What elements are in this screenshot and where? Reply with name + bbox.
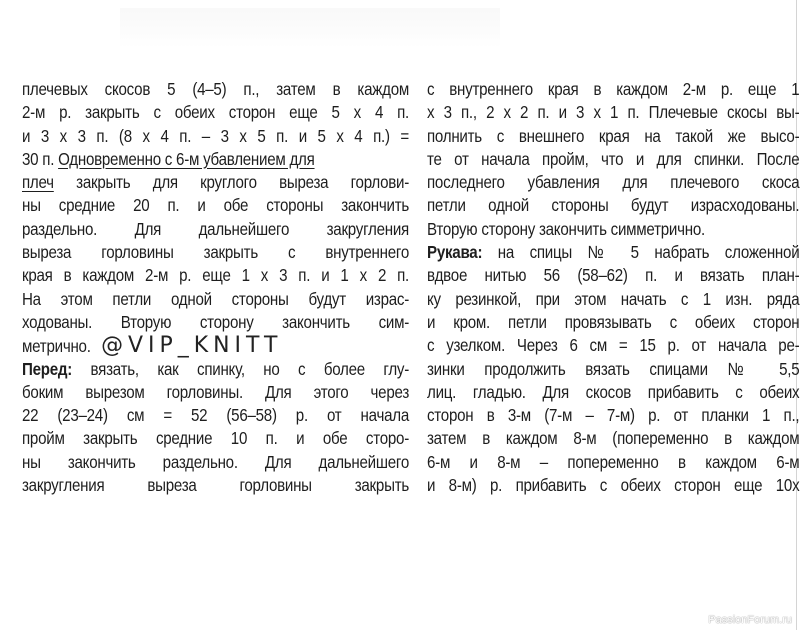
text-line: ходованы. Вторую сторону закончить сим- — [22, 311, 409, 332]
section-heading-sleeves: Рукава: — [427, 242, 483, 263]
instagram-watermark: @VIP_KNITT — [101, 333, 283, 359]
text-line: полнить с внешнего края на такой же высо- — [427, 125, 800, 146]
text-line: те от начала пройм, что и для спинки. После — [427, 148, 800, 169]
text-line — [22, 171, 409, 194]
text-line: петли одной стороны будут израсходованы. — [427, 195, 800, 216]
text-line: последнего убавления для плечевого скоса — [427, 172, 800, 193]
text-line: х 3 п., 2 х 2 п. и 3 х 1 п. Плечевые скосы вы- — [427, 102, 800, 123]
site-watermark: PassionForum.ru — [708, 614, 792, 626]
section-heading-front: Перед: — [22, 358, 73, 379]
text-line: зинки продолжить вязать спицами № 5,5 — [427, 358, 800, 379]
text-line: плечевых скосов 5 (4–5) п., затем в каждом — [22, 79, 409, 99]
text-line: раздельно. Для дальнейшего закругления — [22, 218, 409, 239]
underlined-text: Одновременно с 6-м убавлением для — [58, 148, 315, 169]
text-line: и кром. петли провязывать с обеих сторон — [427, 311, 800, 332]
text-line: пройм закрыть средние 10 п. и обе сторо- — [22, 428, 409, 449]
text-fragment: вязать, как спинку, но с более глу- — [90, 358, 410, 379]
text-line: выреза горловины закрыть с внутреннего — [22, 242, 409, 263]
underlined-text: плеч — [22, 172, 54, 193]
text-line: и 3 х 3 п. (8 х 4 п. – 3 х 5 п. и 5 х 4 п.) = — [22, 125, 409, 146]
text-line: 2-м р. закрыть с обеих сторон еще 5 х 4 п. — [22, 102, 409, 123]
text-fragment: 30 п. — [22, 148, 55, 169]
faded-previous-text — [120, 8, 500, 48]
text-fragment: закрыть для круглого выреза горлови- — [76, 172, 410, 193]
text-line: с внутреннего края в каждом 2-м р. еще 1 — [427, 79, 800, 99]
text-line: боким вырезом горловины. Для этого через — [22, 381, 409, 402]
text-line: На этом петли одной стороны будут израс- — [22, 288, 409, 309]
text-line: и 8-м) р. прибавить с обеих сторон еще 10х — [427, 475, 800, 496]
text-line: Вторую сторону закончить симметрично. — [427, 218, 705, 239]
text-line: затем в каждом 8-м (попеременно в каждом — [427, 428, 800, 449]
text-column-left — [22, 78, 409, 497]
text-line: закругления выреза горловины закрыть — [22, 475, 409, 496]
text-line — [22, 334, 409, 357]
text-line: края в каждом 2-м р. еще 1 х 3 п. и 1 х 2 п. — [22, 265, 409, 286]
text-line: лиц. гладью. Для скосов прибавить с обеих — [427, 381, 800, 402]
text-fragment: на спицы № 5 набрать сложенной — [497, 242, 800, 263]
text-line: ны средние 20 п. и обе стороны закончить — [22, 195, 409, 216]
text-line — [427, 241, 799, 264]
text-column-right — [427, 78, 799, 497]
text-line: ны закончить раздельно. Для дальнейшего — [22, 451, 409, 472]
text-line: ку резинкой, при этом начать с 1 изн. ряда — [427, 288, 800, 309]
text-line: с узелком. Через 6 см = 15 р. от начала ре- — [427, 335, 800, 356]
text-fragment: метрично. — [22, 336, 91, 357]
text-line — [22, 358, 409, 381]
text-line: сторон в 3-м (7-м – 7-м) р. от планки 1 п., — [427, 405, 800, 426]
text-line: 6-м и 8-м – попеременно в каждом 6-м — [427, 451, 800, 472]
text-line: вдвое нитью 56 (58–62) п. и вязать план- — [427, 265, 800, 286]
text-line: 22 (23–24) см = 52 (56–58) р. от начала — [22, 405, 409, 426]
text-line — [22, 148, 409, 171]
